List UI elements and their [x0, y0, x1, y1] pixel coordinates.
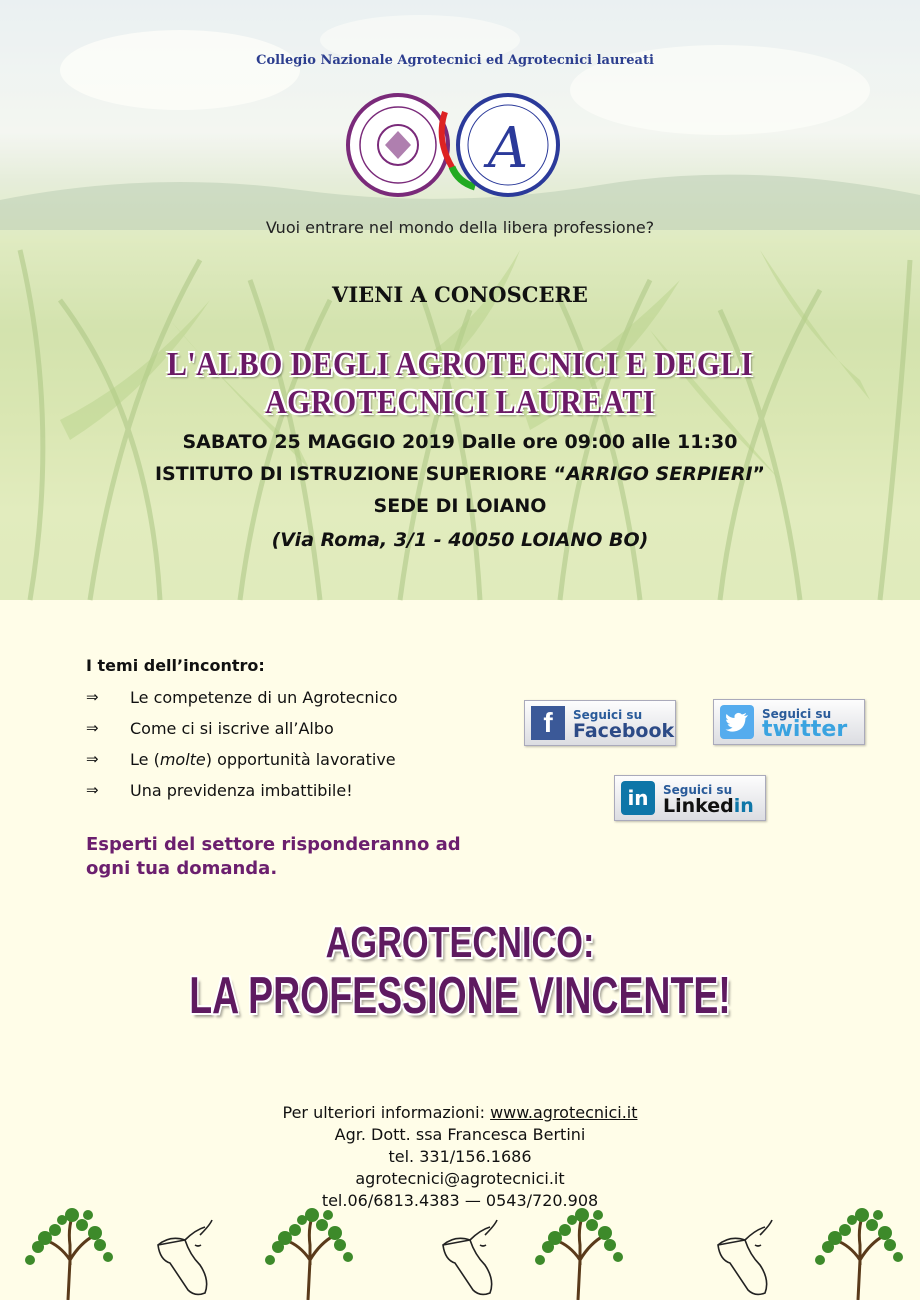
footer-decoration [0, 1205, 920, 1300]
event-institute: ISTITUTO DI ISTRUZIONE SUPERIORE “ARRIGO SERPIERI” [154, 463, 766, 485]
contact-phone: tel. 331/156.1686 [388, 1147, 532, 1166]
contact-person: Agr. Dott. ssa Francesca Bertini [334, 1125, 586, 1144]
institute-name: ARRIGO SERPIERI [566, 463, 753, 485]
linkedin-button[interactable]: in Seguici su Linkedin [614, 775, 766, 821]
facebook-icon: f [531, 706, 565, 740]
slogan-line2: LA PROFESSIONE VINCENTE! [189, 967, 731, 1025]
albo-headline: L'ALBO DEGLI AGROTECNICI E DEGLI AGROTECNICI LAUREATI [166, 346, 754, 421]
facebook-button[interactable]: f Seguici su Facebook [524, 700, 676, 746]
contacts-info-line: Per ulteriori informazioni: www.agrotecnici.it [282, 1103, 638, 1122]
event-address: (Via Roma, 3/1 - 40050 LOIANO BO) [271, 529, 649, 551]
arrow-icon: ⇒ [86, 688, 99, 706]
twitter-button[interactable]: Seguici su twitter [713, 699, 865, 745]
cow-sketch-icon [158, 1220, 212, 1294]
arrow-icon: ⇒ [86, 750, 99, 768]
event-sede: SEDE DI LOIANO [373, 495, 547, 517]
list-item: ⇒ Le competenze di un Agrotecnico [86, 688, 398, 707]
arrow-icon: ⇒ [86, 719, 99, 737]
arrow-icon: ⇒ [86, 781, 99, 799]
contact-phone-2: tel.06/6813.4383 — 0543/720.908 [321, 1191, 599, 1210]
topics-list [86, 688, 398, 812]
tree-icon [25, 1208, 113, 1300]
slogan-line1: AGROTECNICO: [325, 918, 595, 967]
list-item: ⇒ Una previdenza imbattibile! [86, 781, 353, 800]
contact-email[interactable]: agrotecnici@agrotecnici.it [355, 1169, 565, 1188]
list-item: ⇒ Le (molte) opportunità lavorative [86, 750, 396, 769]
experts-note: Esperti del settore risponderanno ad ogni tua domanda. [86, 834, 461, 879]
logo-title-text: Collegio Nazionale Agrotecnici ed Agrotecnici laureati [256, 53, 654, 68]
subtitle: Vuoi entrare nel mondo della libera professione? [265, 218, 655, 237]
vieni-heading: VIENI A CONOSCERE [332, 282, 588, 307]
college-logo [256, 42, 654, 202]
contacts-block [0, 1102, 920, 1212]
topics-title: I temi dell’incontro: [86, 656, 265, 675]
event-date: SABATO 25 MAGGIO 2019 Dalle ore 09:00 alle 11:30 [182, 431, 738, 453]
linkedin-icon: in [621, 781, 655, 815]
twitter-bird-icon [720, 705, 754, 739]
list-item: ⇒ Come ci si iscrive all’Albo [86, 719, 334, 738]
svg-text:A: A [487, 116, 529, 181]
website-link[interactable]: www.agrotecnici.it [490, 1103, 638, 1122]
